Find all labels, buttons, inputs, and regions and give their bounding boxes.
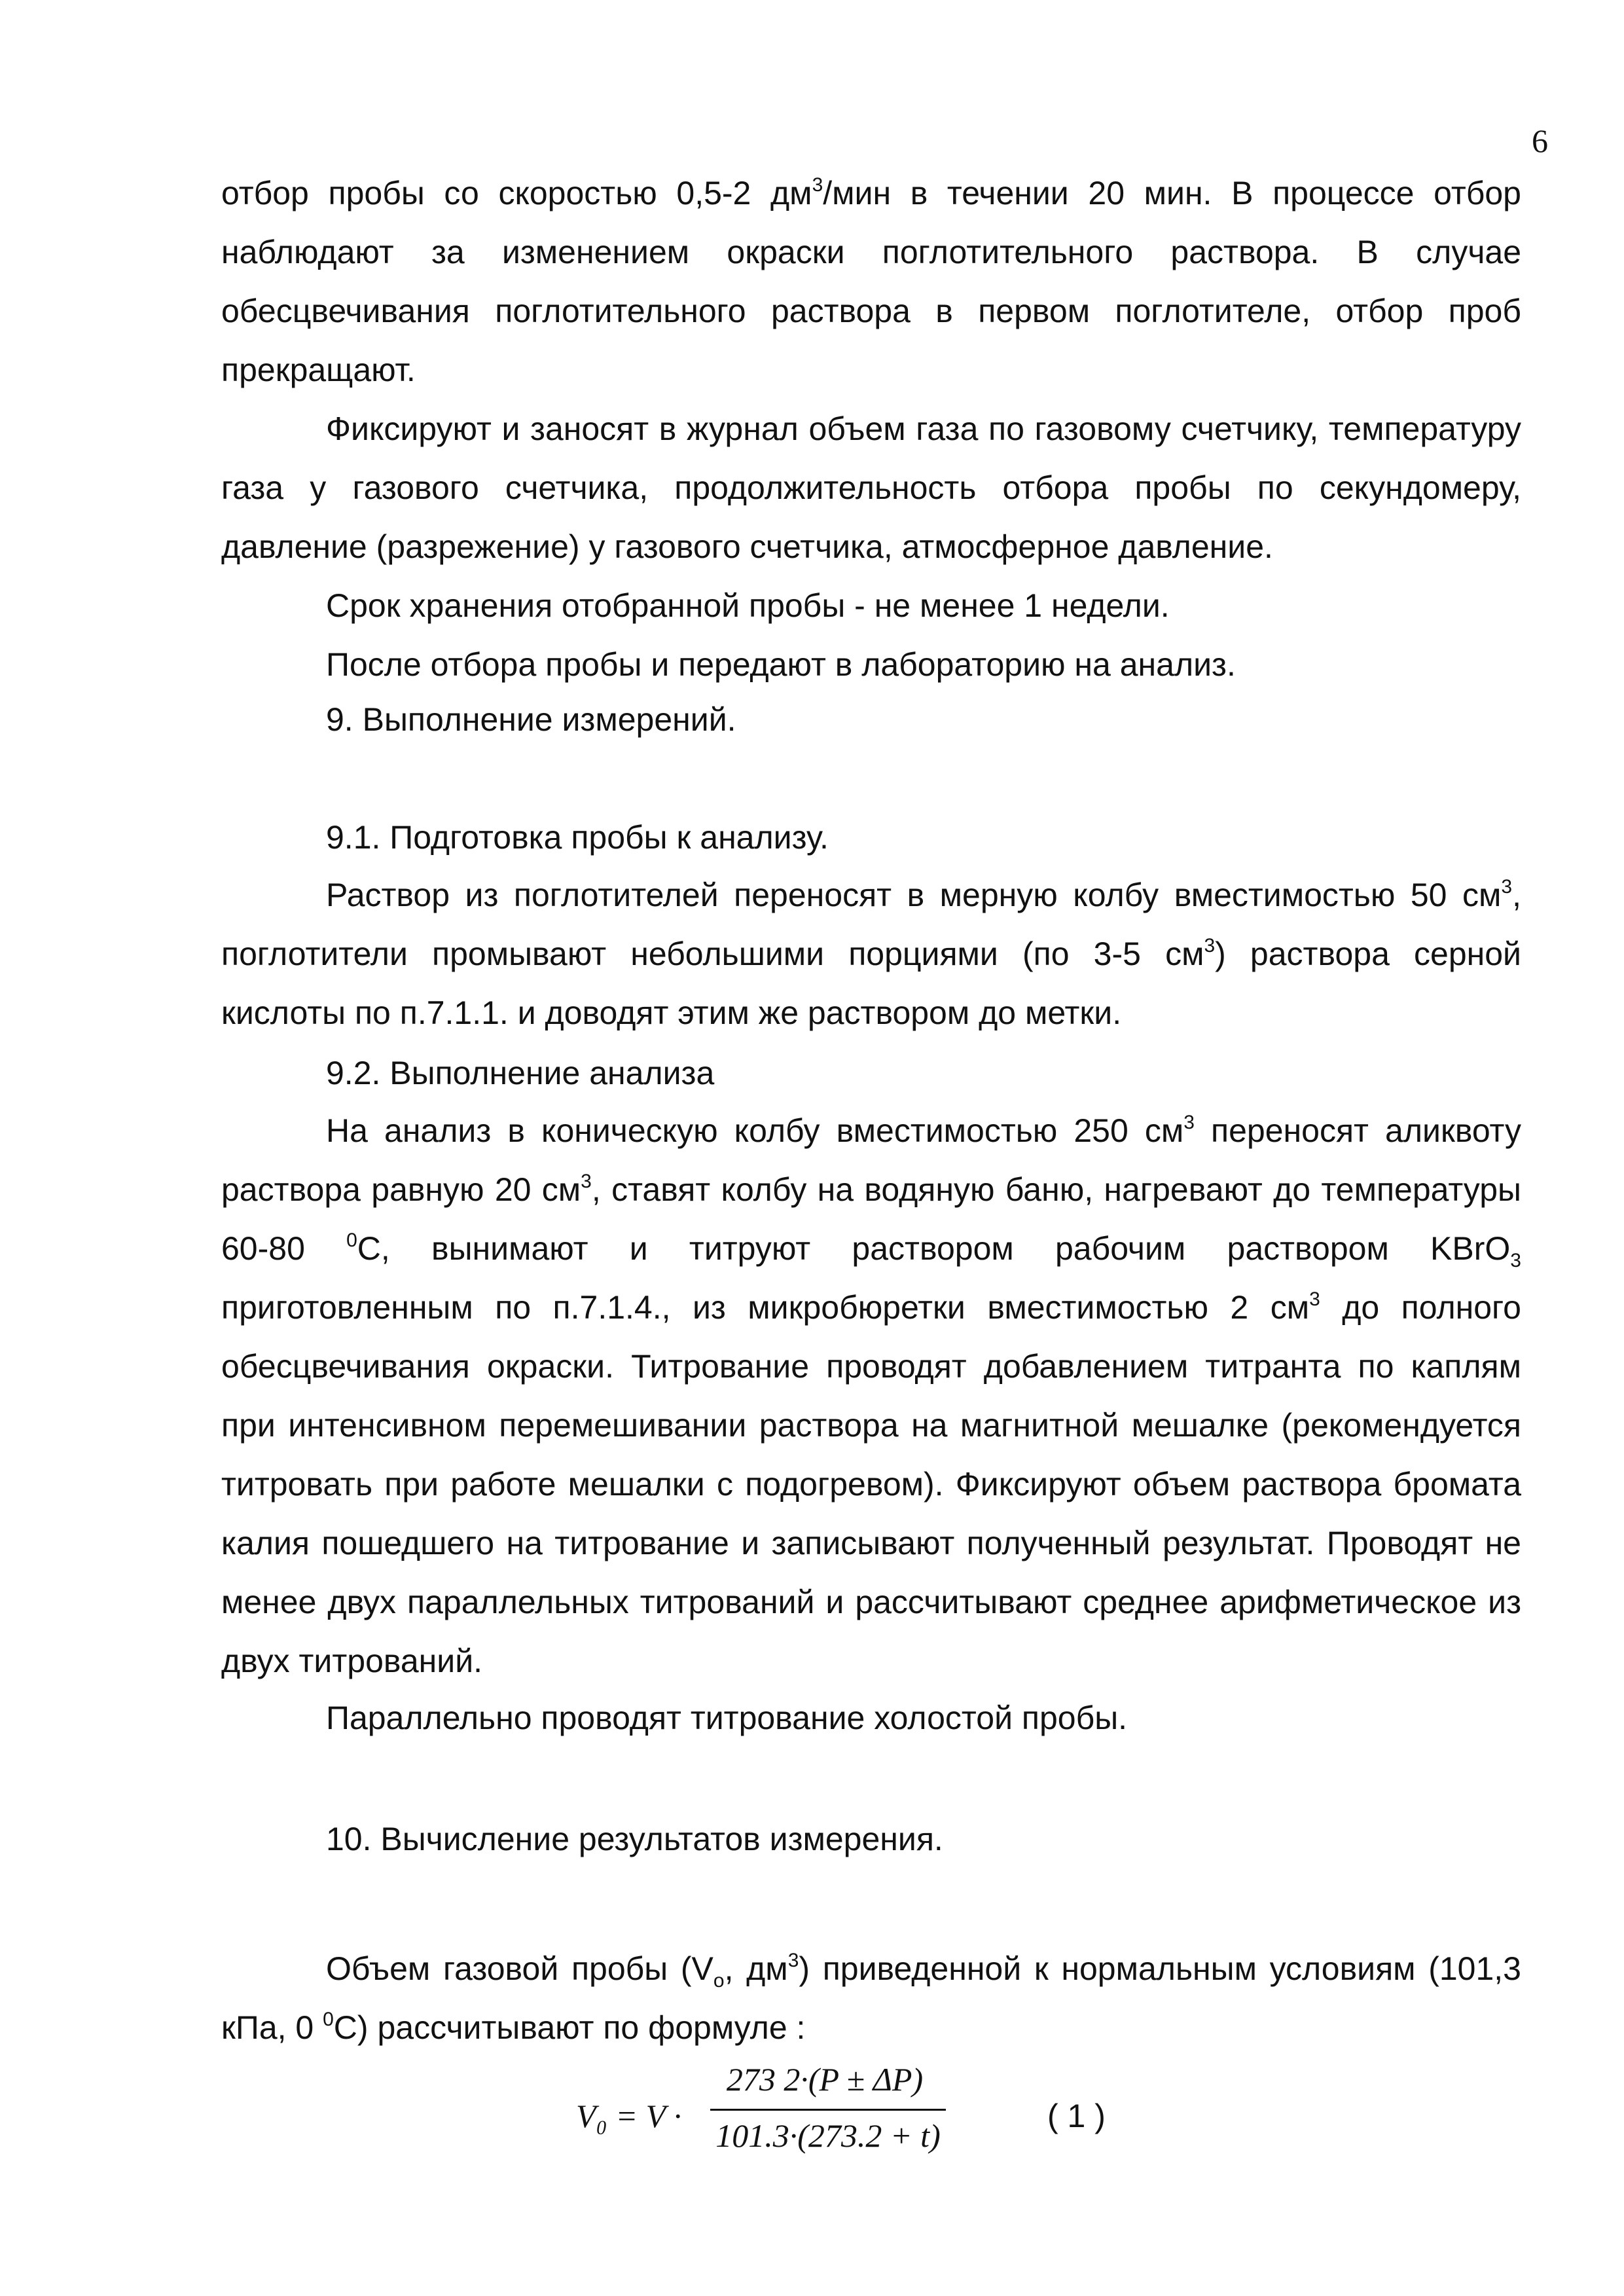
formula-denominator: 101.3·(273.2 + t)	[715, 2117, 941, 2154]
text-run: На анализ в коническую колбу вместимостью 250 см	[326, 1112, 1184, 1149]
paragraph-transfer: После отбора пробы и передают в лабораторию на анализ.	[326, 646, 1236, 683]
text-run: до полного обесцвечивания окраски. Титрование проводят добавлением титранта по каплям при интенсивном перемешивании раствора на магнитной мешалке (рекомендуется титровать при работе мешалки с подогревом). Фиксируют объем раствора бромата калия пошедшего на титрование и записывают полученный результат. Проводят не менее двух параллельных титрований и рассчитывают среднее арифметическое из двух титрований.	[221, 1289, 1521, 1679]
subscript: 3	[1510, 1250, 1521, 1271]
text-run: , поглотители промывают небольшими порциями (по 3-5 см	[221, 877, 1521, 972]
paragraph-9-2	[221, 1101, 1521, 1690]
superscript: 3	[787, 1950, 799, 1971]
formula-lhs: V₀ = V ·	[576, 2098, 682, 2134]
equation-number: ( 1 )	[1047, 2098, 1106, 2134]
text-run: ) приведенной к нормальным условиям (101,3 кПа, 0	[221, 1950, 1521, 2046]
text-run: , дм	[724, 1950, 788, 1987]
text-run: переносят аликвоту раствора равную 20 см	[221, 1112, 1521, 1208]
paragraph-gas-volume	[221, 1939, 1521, 2057]
text-run: С, вынимают и титруют раствором рабочим раствором KBrO	[357, 1230, 1511, 1267]
paragraph-9-1	[221, 866, 1521, 1042]
text-run: /мин в течении 20 мин. В процессе отбор наблюдают за изменением окраски поглотительного раствора. В случае обесцвечивания поглотительного раствора в первом поглотителе, отбор проб прекращают.	[221, 175, 1521, 388]
superscript: 3	[812, 174, 823, 196]
paragraph-record: Фиксируют и заносят в журнал объем газа по газовому счетчику, температуру газа у газового счетчика, продолжительность отбора пробы по секундомеру, давление (разрежение) у газового счетчика, атмосферное давление.	[221, 410, 1521, 565]
superscript: 3	[1309, 1288, 1320, 1310]
superscript: 0	[346, 1230, 357, 1251]
formula-numerator: 273 2·(P ± ΔP)	[726, 2061, 924, 2098]
text-run: Раствор из поглотителей переносят в мерную колбу вместимостью 50 см	[326, 877, 1502, 913]
section-9-heading: 9. Выполнение измерений.	[326, 701, 736, 738]
superscript: 3	[1501, 876, 1513, 898]
paragraph-10	[221, 1939, 1521, 2057]
subsection-9-1-heading: 9.1. Подготовка пробы к анализу.	[326, 819, 829, 856]
superscript: 3	[1183, 1112, 1195, 1133]
intro-block	[221, 164, 1521, 694]
paragraph-preparation	[221, 866, 1521, 1042]
fraction-bar	[710, 2109, 946, 2111]
subsection-9-2-heading: 9.2. Выполнение анализа	[326, 1055, 715, 1091]
text-run: приготовленным по п.7.1.4., из микробюретки вместимостью 2 см	[221, 1289, 1310, 1326]
superscript: 3	[581, 1171, 592, 1192]
paragraph-sampling	[221, 164, 1521, 399]
text-run: ) раствора серной кислоты по п.7.1.1. и доводят этим же раствором до метки.	[221, 936, 1521, 1031]
text-run: отбор пробы со скоростью 0,5-2 дм	[221, 175, 812, 211]
text-run: С) рассчитывают по формуле :	[333, 2009, 806, 2046]
subscript: o	[713, 1970, 725, 1992]
paragraph-blank-sample: Параллельно проводят титрование холостой пробы.	[326, 1700, 1128, 1736]
text-run: Объем газовой пробы (V	[326, 1950, 713, 1987]
superscript: 3	[1204, 935, 1216, 957]
text-run: , ставят колбу на водяную баню, нагревают до температуры 60-80	[221, 1171, 1521, 1267]
formula-1	[576, 2059, 1231, 2164]
page-number: 6	[1532, 122, 1548, 159]
section-10-heading: 10. Вычисление результатов измерения.	[326, 1821, 943, 1857]
superscript: 0	[323, 2009, 334, 2030]
paragraph-storage: Срок хранения отобранной пробы - не менее 1 недели.	[326, 587, 1170, 624]
paragraph-analysis	[221, 1101, 1521, 1690]
